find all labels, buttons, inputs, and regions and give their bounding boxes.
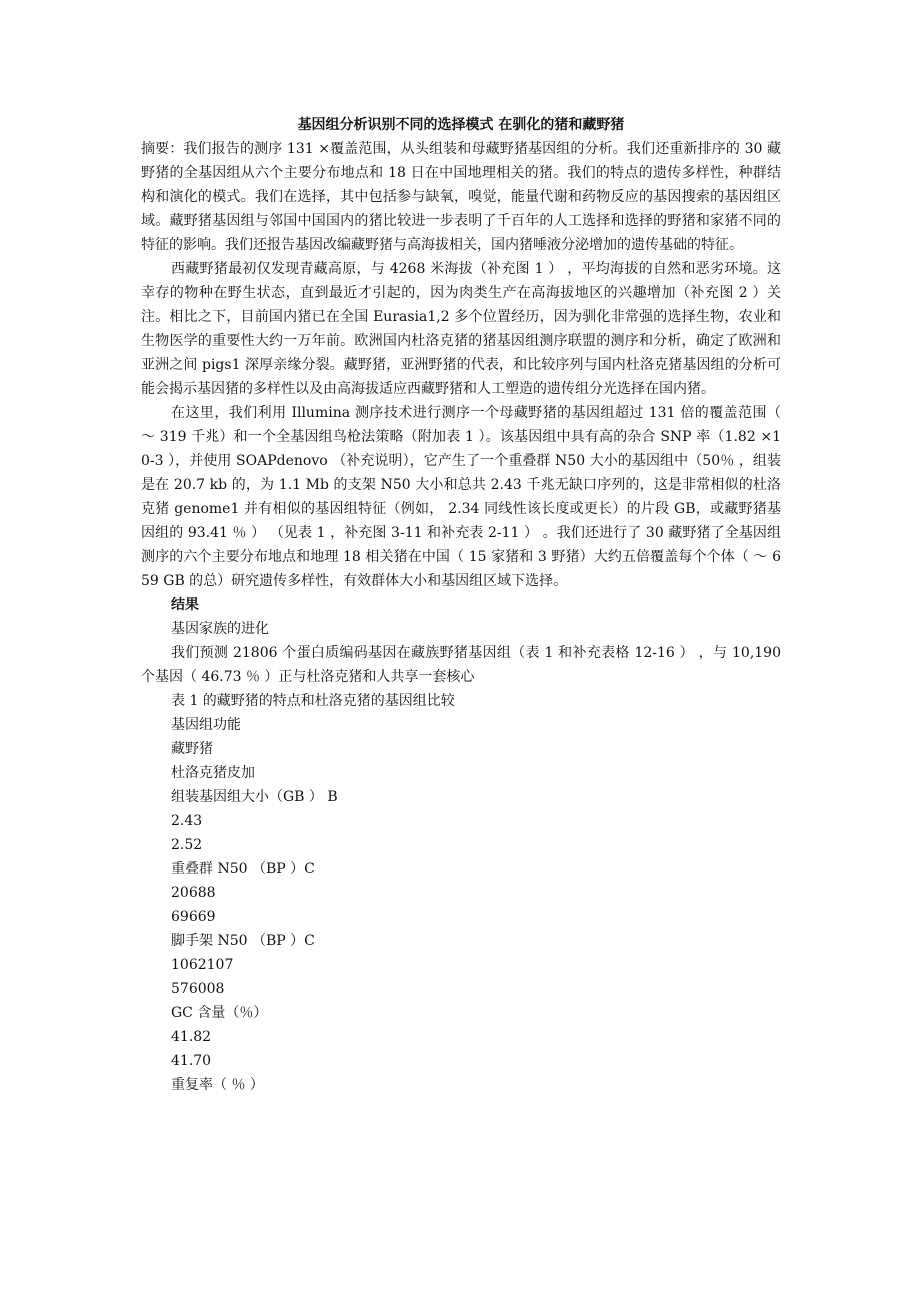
results-heading: 结果 xyxy=(171,597,199,613)
table-header-duroc: 杜洛克猪皮加 xyxy=(171,765,255,781)
document-title: 基因组分析识别不同的选择模式 在驯化的猪和藏野猪 xyxy=(297,117,625,133)
table-cell: 2.43 xyxy=(171,813,203,829)
genome-comparison-table xyxy=(141,689,781,1097)
table-header-feature: 基因组功能 xyxy=(171,717,241,733)
table-cell: 576008 xyxy=(171,981,225,997)
table-row-label: 重复率（ ％ ） xyxy=(171,1077,264,1093)
table-caption: 表 1 的藏野猪的特点和杜洛克猪的基因组比较 xyxy=(171,693,455,709)
table-cell: 41.82 xyxy=(171,1029,212,1045)
table-row-label: 重叠群 N50 （BP ）C xyxy=(171,861,315,877)
table-cell: 2.52 xyxy=(171,837,203,853)
results-paragraph: 我们预测 21806 个蛋白质编码基因在藏族野猪基因组（表 1 和补充表格 12-16 ） ，与 10,190 个基因（ 46.73 ％ ）正与杜洛克猪和人共享一套核心 xyxy=(141,645,781,685)
document-page xyxy=(141,113,781,1097)
table-row-label: GC 含量（％） xyxy=(171,1005,268,1021)
table-row-label: 脚手架 N50 （BP ）C xyxy=(171,933,315,949)
table-cell: 41.70 xyxy=(171,1053,212,1069)
table-cell: 20688 xyxy=(171,885,216,901)
intro-paragraph: 西藏野猪最初仅发现青藏高原，与 4268 米海拔（补充图 1 ） ，平均海拔的自然和恶劣环境。这幸存的物种在野生状态，直到最近才引起的，因为肉类生产在高海拔地区的兴趣增加（补充图 2 ）关注。相比之下，目前国内猪已在全国 Eurasia1,2 多个位置经历，因为驯化非常强的选择生物，农业和生物医学的重要性大约一万年前。欧洲国内杜洛克猪的猪基因组测序联盟的测序和分析，确定了欧洲和亚洲之间 pigs1 深厚亲缘分裂。藏野猪，亚洲野猪的代表，和比较序列与国内杜洛克猪基因组的分析可能会揭示基因猪的多样性以及由高海拔适应西藏野猪和人工塑造的遗传组分光选择在国内猪。 xyxy=(141,261,781,397)
abstract-paragraph: 摘要：我们报告的测序 131 ×覆盖范围，从头组装和母藏野猪基因组的分析。我们还重新排序的 30 藏野猪的全基因组从六个主要分布地点和 18 日在中国地理相关的猪。我们的特点的遗传多样性，种群结构和演化的模式。我们在选择，其中包括参与缺氧，嗅觉，能量代谢和药物反应的基因搜索的基因组区域。藏野猪基因组与邻国中国国内的猪比较进一步表明了千百年的人工选择和选择的野猪和家猪不同的特征的影响。我们还报告基因改编藏野猪与高海拔相关，国内猪唾液分泌增加的遗传基础的特征。 xyxy=(141,141,781,253)
methods-paragraph: 在这里，我们利用 Illumina 测序技术进行测序一个母藏野猪的基因组超过 131 倍的覆盖范围（ ～ 319 千兆）和一个全基因组鸟枪法策略（附加表 1 ）。该基因组中具有高的杂合 SNP 率（1.82 ×10-3 ），并使用 SOAPdenovo （补充说明），它产生了一个重叠群 N50 大小的基因组中（50％ ，组装是在 20.7 kb 的，为 1.1 Mb 的支架 N50 大小和总共 2.43 千兆无缺口序列的，这是非常相似的杜洛克猪 genome1 并有相似的基因组特征（例如， 2.34 同线性该长度或更长）的片段 GB，或藏野猪基因组的 93.41 ％ ） （见表 1 ，补充图 3-11 和补充表 2-11 ） 。我们还进行了 30 藏野猪了全基因组测序的六个主要分布地点和地理 18 相关猪在中国（ 15 家猪和 3 野猪）大约五倍覆盖每个个体（ ～ 659 GB 的总）研究遗传多样性，有效群体大小和基因组区域下选择。 xyxy=(141,405,781,589)
table-row-label: 组装基因组大小（GB ） B xyxy=(171,789,338,805)
table-cell: 1062107 xyxy=(171,957,234,973)
section-subheading: 基因家族的进化 xyxy=(171,621,269,637)
table-cell: 69669 xyxy=(171,909,216,925)
table-header-tibetan: 藏野猪 xyxy=(171,741,213,757)
